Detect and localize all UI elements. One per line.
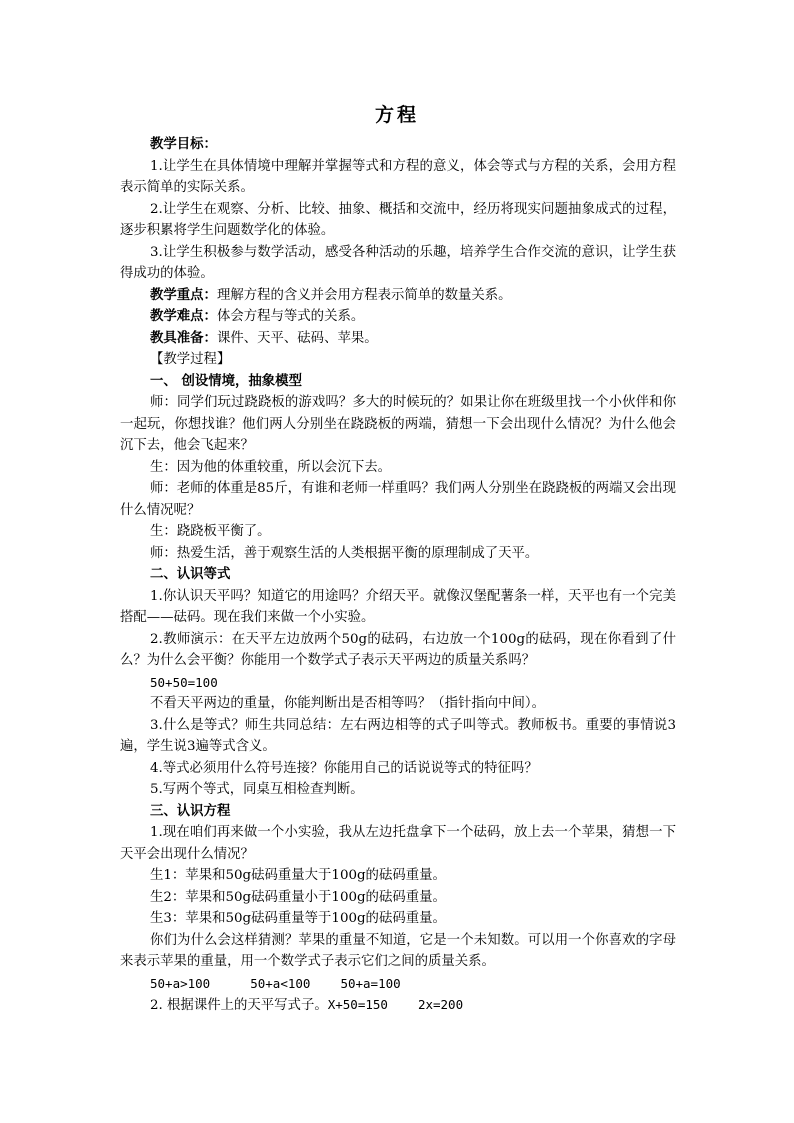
section2-line: 3.什么是等式？师生共同总结：左右两边相等的式子叫等式。教师板书。重要的事情说3遍，学生说3遍等式含义。 (120, 717, 676, 754)
section2-formula: 50+50=100 (150, 674, 218, 690)
difficulty-label: 教学难点： (150, 309, 217, 324)
section1-line: 生：跷跷板平衡了。 (150, 524, 271, 539)
section2-line: 1.你认识天平吗？知道它的用途吗？介绍天平。就像汉堡配薯条一样，天平也有一个完美搭配——砝码。现在我们来做一个小实验。 (120, 588, 676, 625)
objective-1: 1.让学生在具体情境中理解并掌握等式和方程的意义，体会等式与方程的关系，会用方程表示简单的实际关系。 (120, 158, 676, 195)
document-body (120, 134, 676, 1017)
section3-formulas (120, 973, 676, 995)
section3-heading: 三、认识方程 (150, 803, 231, 819)
section3-item2 (120, 994, 676, 1017)
objective-3: 3.让学生积极参与数学活动，感受各种活动的乐趣，培养学生合作交流的意识，让学生获得成功的体验。 (120, 244, 676, 281)
page-title: 方程 (374, 104, 419, 126)
section3-line: 生1：苹果和50g砝码重量大于100g的砝码重量。 (150, 868, 446, 883)
section2-heading: 二、认识等式 (150, 567, 231, 582)
process-heading: 【教学过程】 (150, 352, 231, 367)
formula-less: 50+a<100 (250, 975, 311, 991)
difficulty-text: 体会方程与等式的关系。 (216, 309, 365, 324)
objectives-heading: 教学目标： (150, 137, 217, 152)
section2-line: 不看天平两边的重量，你能判断出是否相等吗？（指针指向中间）。 (150, 696, 546, 711)
section1-line: 师：老师的体重是85斤，有谁和老师一样重吗？我们两人分别坐在跷跷板的两端又会出现什么情况呢？ (120, 481, 676, 518)
formula-equal: 50+a=100 (340, 975, 401, 991)
section2-line: 5.写两个等式，同桌互相检查判断。 (150, 782, 364, 797)
section2-line: 2.教师演示：在天平左边放两个50g的砝码，右边放一个100g的砝码，现在你看到了什么？为什么会平衡？你能用一个数学式子表示天平两边的质量关系吗？ (120, 631, 676, 668)
section1-line: 师：同学们玩过跷跷板的游戏吗？多大的时候玩的？如果让你在班级里找一个小伙伴和你一起玩，你想找谁？他们两人分别坐在跷跷板的两端，猜想一下会出现什么情况？为什么他会沉下去，他会飞起来？ (120, 395, 676, 453)
key-point-text: 理解方程的含义并会用方程表示简单的数量关系。 (216, 287, 512, 303)
item2-label: 2. 根据课件上的天平写式子。 (150, 998, 328, 1013)
materials-label: 教具准备： (150, 330, 217, 346)
materials (120, 328, 676, 350)
section3-line: 生2：苹果和50g砝码重量小于100g的砝码重量。 (150, 889, 446, 905)
formula-greater: 50+a>100 (150, 975, 211, 991)
section3-line: 你们为什么会这样猜测？苹果的重量不知道，它是一个未知数。可以用一个你喜欢的字母来表示苹果的重量，用一个数学式子表示它们之间的质量关系。 (120, 932, 676, 969)
item2-formula-1: X+50=150 (327, 997, 388, 1012)
section3-line: 生3：苹果和50g砝码重量等于100g的砝码重量。 (150, 911, 446, 926)
section2-line: 4.等式必须用什么符号连接？你能用自己的话说说等式的特征吗？ (150, 760, 538, 776)
key-point (120, 285, 676, 307)
item2-formula-2: 2x=200 (417, 997, 464, 1012)
objective-2: 2.让学生在观察、分析、比较、抽象、概括和交流中，经历将现实问题抽象成式的过程，逐步积累将学生问题数学化的体验。 (120, 201, 676, 238)
section3-line: 1.现在咱们再来做一个小实验，我从左边托盘拿下一个砝码，放上去一个苹果，猜想一下天平会出现什么情况？ (120, 825, 676, 862)
difficulty (120, 306, 676, 328)
key-point-label: 教学重点： (150, 287, 217, 303)
section1-heading: 一、 创设情境，抽象模型 (150, 373, 302, 389)
section1-line: 师：热爱生活，善于观察生活的人类根据平衡的原理制成了天平。 (150, 545, 539, 561)
materials-text: 课件、天平、砝码、苹果。 (216, 330, 378, 346)
section1-line: 生：因为他的体重较重，所以会沉下去。 (150, 459, 392, 475)
